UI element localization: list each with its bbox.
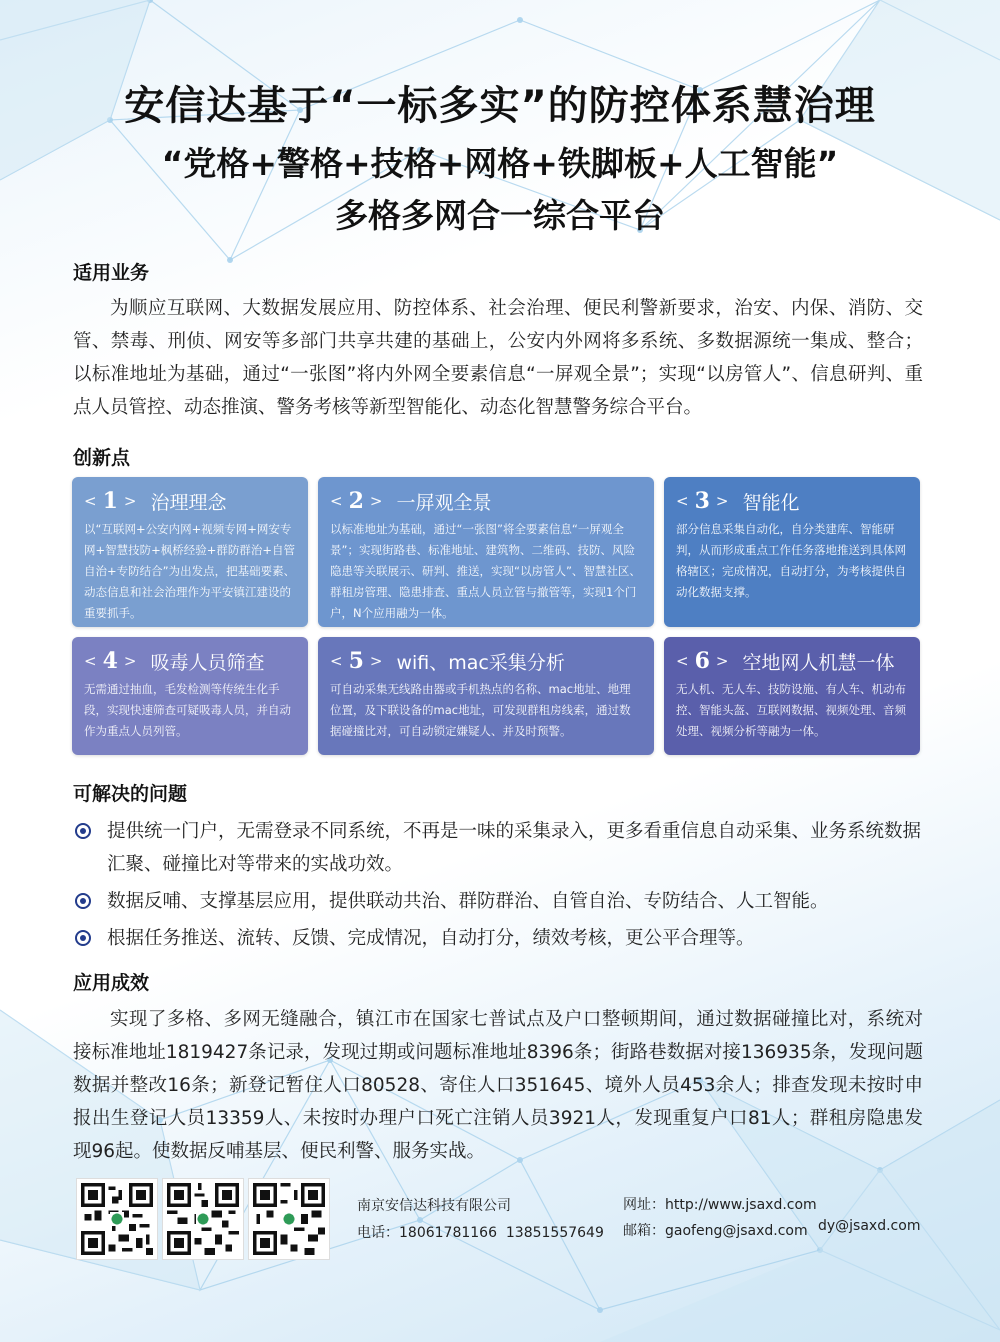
- qr-code-icon: [248, 1178, 330, 1260]
- list-item: [73, 922, 923, 955]
- innovation-card-2: [318, 477, 654, 627]
- website-label: 网址：: [623, 1197, 665, 1213]
- card-number: 4: [102, 648, 118, 674]
- card-number: 2: [348, 488, 364, 514]
- subtitle-line-2: 多格多网合一综合平台: [335, 196, 665, 235]
- qr-code-icon: [162, 1178, 244, 1260]
- chevron-left-icon: <: [330, 492, 343, 510]
- card-title: 智能化: [742, 491, 800, 514]
- innovation-card-3: [664, 477, 920, 627]
- card-body: 以“互联网+公安内网+视频专网+网安专网+智慧技防+枫桥经验+群防群治+自管自治+专防结合”为出发点，把基础要素、动态信息和社会治理作为平安镇江建设的重要抓手。: [84, 522, 296, 620]
- email-line: [623, 1220, 808, 1240]
- section-heading-applicable: 适用业务: [73, 262, 150, 284]
- phone-number-1: 18061781166: [399, 1225, 497, 1241]
- subtitle-line-1: “党格+警格+技格+网格+铁脚板+人工智能”: [161, 144, 839, 183]
- list-item-text: 根据任务推送、流转、反馈、完成情况，自动打分，绩效考核，更公平合理等。: [107, 928, 755, 949]
- chevron-left-icon: <: [84, 652, 97, 670]
- phone-line: [357, 1222, 604, 1242]
- innovation-card-6: [664, 637, 920, 755]
- results-paragraph: 实现了多格、多网无缝融合，镇江市在国家七普试点及户口整顿期间，通过数据碰撞比对，系统对接标准地址1819427条记录，发现过期或问题标准地址8396条；街路巷数据对接136935条，发现问题数据并整改16条；新登记暂住人口80528、寄住人口351645、境外人员453余人；排查发现未按时申报出生登记人员13359人、未按时办理户口死亡注销人员3921人，发现重复户口81人；群租房隐患发现96起。使数据反哺基层、便民利警、服务实战。: [73, 1009, 923, 1162]
- card-number: 5: [348, 648, 364, 674]
- list-item-text: 提供统一门户，无需登录不同系统，不再是一味的采集录入，更多看重信息自动采集、业务系统数据汇聚、碰撞比对等带来的实战功效。: [107, 821, 922, 875]
- card-title: 空地网人机慧一体: [742, 651, 895, 674]
- phone-number-2: 13851557649: [505, 1225, 604, 1241]
- chevron-right-icon: >: [715, 652, 729, 670]
- card-body: 无需通过抽血，毛发检测等传统生化手段，实现快速筛查可疑吸毒人员，并自动作为重点人员列管。: [84, 682, 291, 738]
- card-body: 可自动采集无线路由器或手机热点的名称、mac地址、地理位置，及下联设备的mac地址，可发现群租房线索，通过数据碰撞比对，可自动锁定嫌疑人、并及时预警。: [330, 682, 631, 738]
- innovation-card-1: [72, 477, 308, 627]
- company-name: 南京安信达科技有限公司: [357, 1198, 511, 1214]
- email-link-2[interactable]: dy@jsaxd.com: [818, 1218, 921, 1234]
- section-heading-innovation: 创新点: [73, 447, 131, 469]
- card-number: 1: [102, 488, 118, 514]
- section-heading-results: 应用成效: [73, 972, 150, 994]
- email-link-1[interactable]: gaofeng@jsaxd.com: [665, 1223, 808, 1239]
- applicable-paragraph: 为顺应互联网、大数据发展应用、防控体系、社会治理、便民利警新要求，治安、内保、消防、交管、禁毒、刑侦、网安等多部门共享共建的基础上，公安内外网将多系统、多数据源统一集成、整合；以标准地址为基础，通过“一张图”将内外网全要素信息“一屏观全景”；实现“以房管人”、信息研判、重点人员管控、动态推演、警务考核等新型智能化、动态化智慧警务综合平台。: [73, 298, 923, 418]
- card-number: 3: [694, 488, 710, 514]
- bullet-circle-icon: [75, 823, 91, 839]
- chevron-right-icon: >: [715, 492, 729, 510]
- list-item-text: 数据反哺、支撑基层应用，提供联动共治、群防群治、自管自治、专防结合、人工智能。: [107, 891, 829, 912]
- card-body: 部分信息采集自动化，自分类建库、智能研判，从而形成重点工作任务落地推送到具体网格辖区；完成情况，自动打分，为考核提供自动化数据支撑。: [676, 522, 906, 599]
- bullet-circle-icon: [75, 930, 91, 946]
- card-title: wifi、mac采集分析: [396, 651, 565, 674]
- section-heading-problems: 可解决的问题: [73, 783, 188, 805]
- main-title: 安信达基于“一标多实”的防控体系慧治理: [124, 83, 876, 129]
- card-title: 一屏观全景: [396, 491, 492, 514]
- chevron-left-icon: <: [676, 492, 689, 510]
- problems-list: [73, 815, 923, 955]
- qr-code-icon: [76, 1178, 158, 1260]
- innovation-card-4: [72, 637, 308, 755]
- chevron-left-icon: <: [84, 492, 97, 510]
- website-link[interactable]: http://www.jsaxd.com: [665, 1197, 817, 1213]
- chevron-right-icon: >: [123, 492, 137, 510]
- list-item: [73, 885, 923, 918]
- email-label: 邮箱：: [623, 1223, 665, 1239]
- phone-label: 电话：: [357, 1225, 399, 1241]
- bullet-circle-icon: [75, 893, 91, 909]
- chevron-left-icon: <: [676, 652, 689, 670]
- list-item: [73, 815, 923, 881]
- footer: [0, 1178, 1000, 1268]
- chevron-right-icon: >: [369, 492, 383, 510]
- innovation-card-5: [318, 637, 654, 755]
- card-title: 吸毒人员筛查: [150, 651, 265, 674]
- chevron-right-icon: >: [123, 652, 137, 670]
- chevron-right-icon: >: [369, 652, 383, 670]
- card-body: 以标准地址为基础，通过“一张图”将全要素信息“一屏观全景”；实现街路巷、标准地址、建筑物、二维码、技防、风险隐患等关联展示、研判、推送，实现“以房管人”、智慧社区、群租房管理、隐患排查、重点人员立管与撤管等，实现1个门户，N个应用融为一体。: [330, 522, 641, 620]
- chevron-left-icon: <: [330, 652, 343, 670]
- card-number: 6: [694, 648, 710, 674]
- website-line: [623, 1194, 817, 1214]
- card-body: 无人机、无人车、技防设施、有人车、机动布控、智能头盔、互联网数据、视频处理、音频处理、视频分析等融为一体。: [676, 682, 906, 738]
- innovation-cards: [72, 477, 920, 757]
- card-title: 治理理念: [150, 491, 227, 514]
